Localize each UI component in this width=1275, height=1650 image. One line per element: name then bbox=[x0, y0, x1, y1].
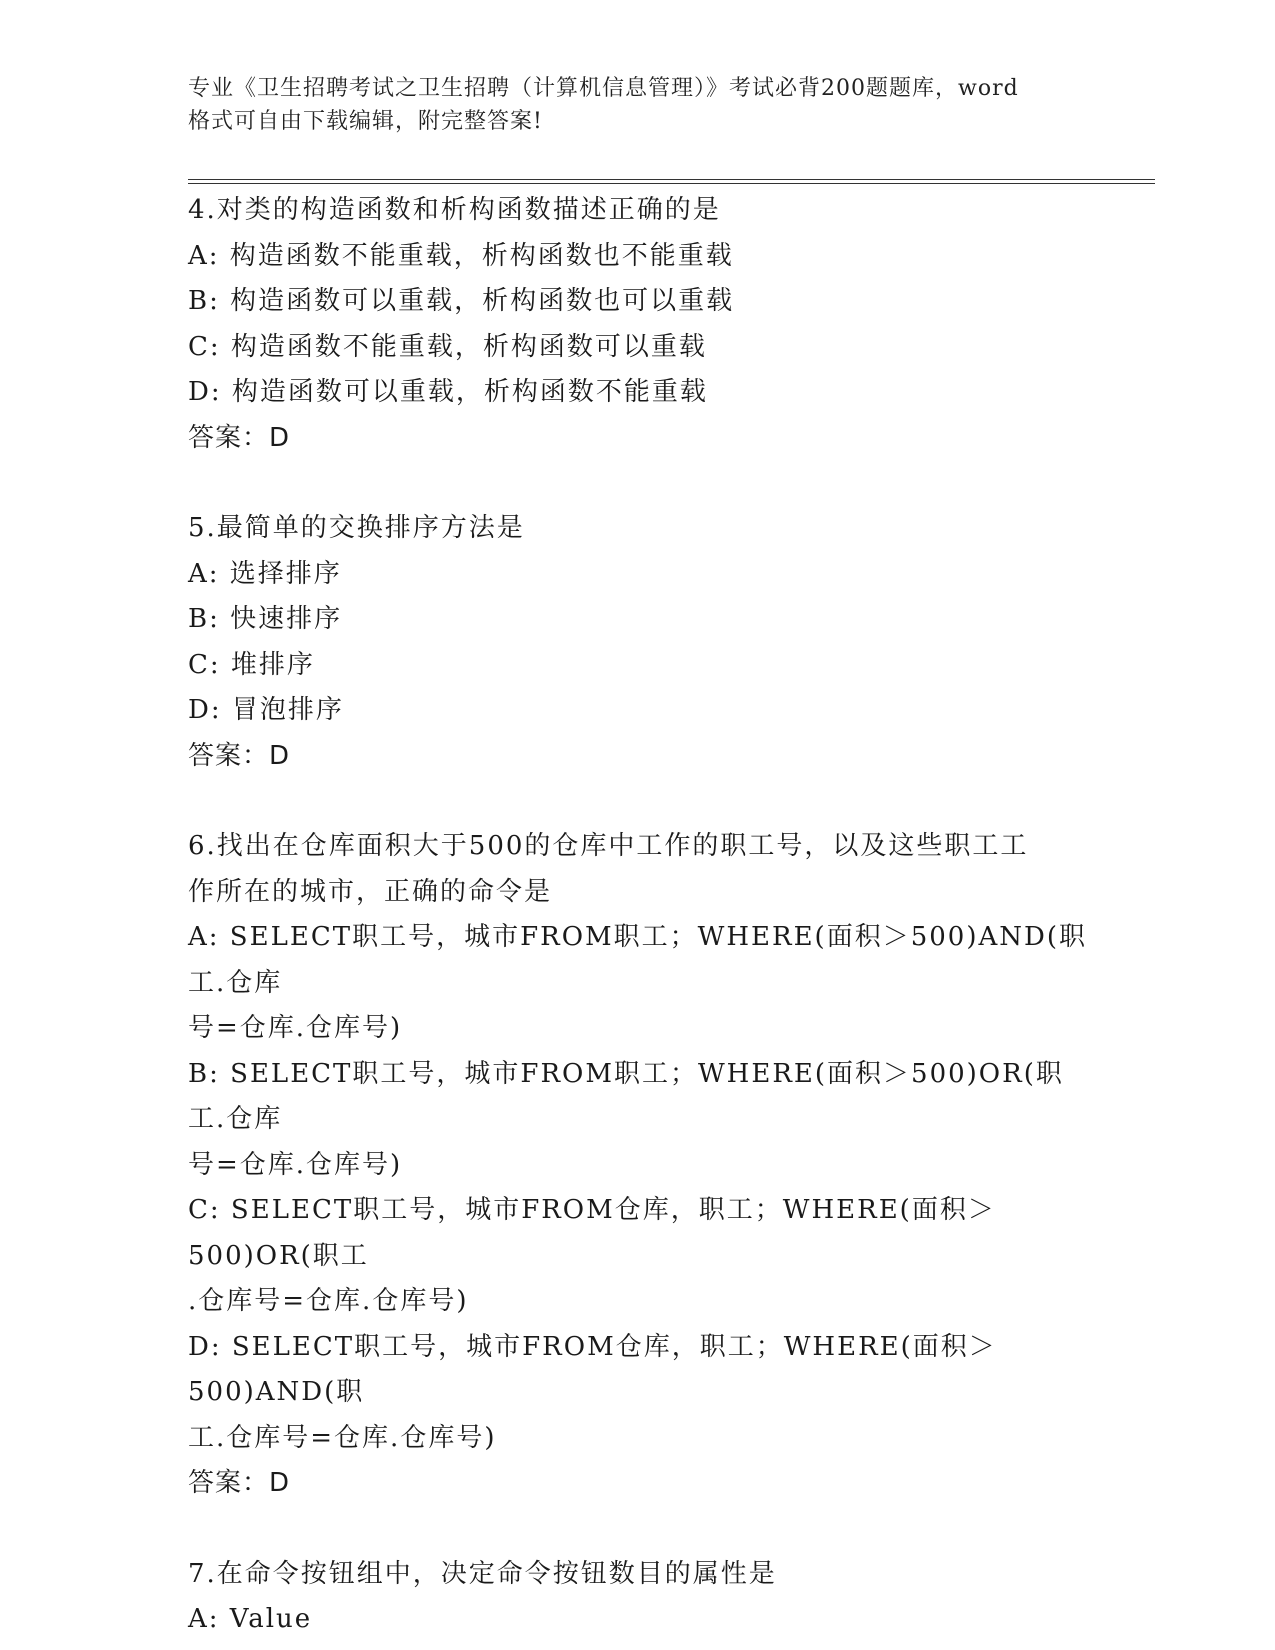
answer-line: 答案：D bbox=[188, 740, 291, 771]
question-stem: 5.最简单的交换排序方法是 bbox=[188, 513, 525, 543]
option-c: C: 构造函数不能重载，析构函数可以重载 bbox=[188, 331, 707, 362]
question-stem: 4.对类的构造函数和析构函数描述正确的是 bbox=[188, 195, 721, 225]
answer-line: 答案：D bbox=[188, 1468, 291, 1498]
option-d: D: 冒泡排序 bbox=[188, 695, 344, 725]
answer-line: 答案：D bbox=[188, 422, 291, 453]
question-4 bbox=[188, 188, 1088, 461]
question-gap bbox=[188, 1507, 1088, 1552]
question-stem-line-1: 6.找出在仓库面积大于500的仓库中工作的职工号，以及这些职工工 bbox=[188, 831, 1029, 861]
header-line-2: 格式可自由下载编辑，附完整答案! bbox=[188, 109, 543, 134]
header-line-1: 专业《卫生招聘考试之卫生招聘（计算机信息管理）》考试必背200题题库，word bbox=[188, 76, 1019, 101]
question-list bbox=[188, 188, 1088, 1643]
question-5 bbox=[188, 506, 1088, 779]
question-gap bbox=[188, 779, 1088, 824]
option-d-line-2: 工.仓库号=仓库.仓库号) bbox=[188, 1422, 497, 1453]
option-a: A: Value bbox=[188, 1604, 313, 1634]
option-c: C: 堆排序 bbox=[188, 649, 315, 680]
question-gap bbox=[188, 461, 1088, 506]
option-d: D: 构造函数可以重载，析构函数不能重载 bbox=[188, 377, 708, 407]
question-stem: 7.在命令按钮组中，决定命令按钮数目的属性是 bbox=[188, 1558, 777, 1589]
option-b-line-1: B: SELECT职工号，城市FROM职工；WHERE(面积＞500)OR(职工.仓库 bbox=[188, 1058, 1064, 1134]
option-c-line-2: .仓库号=仓库.仓库号) bbox=[188, 1286, 469, 1316]
option-a: A: 构造函数不能重载，析构函数也不能重载 bbox=[188, 240, 734, 271]
option-d-line-1: D: SELECT职工号，城市FROM仓库，职工；WHERE(面积＞500)AND(职 bbox=[188, 1331, 997, 1407]
option-b-line-2: 号=仓库.仓库号) bbox=[188, 1149, 403, 1180]
option-a-line-2: 号=仓库.仓库号) bbox=[188, 1013, 403, 1043]
option-b: B: 构造函数可以重载，析构函数也可以重载 bbox=[188, 286, 735, 316]
option-a-line-1: A: SELECT职工号，城市FROM职工；WHERE(面积＞500)AND(职工.仓库 bbox=[188, 922, 1087, 998]
option-c-line-1: C: SELECT职工号，城市FROM仓库，职工；WHERE(面积＞500)OR(职工 bbox=[188, 1195, 996, 1271]
question-6 bbox=[188, 824, 1088, 1507]
option-a: A: 选择排序 bbox=[188, 558, 342, 589]
question-stem-line-2: 作所在的城市，正确的命令是 bbox=[188, 876, 553, 907]
question-7 bbox=[188, 1552, 1088, 1643]
header-rule-bottom bbox=[188, 183, 1155, 184]
option-b: B: 快速排序 bbox=[188, 604, 343, 634]
document-header bbox=[188, 72, 1088, 138]
header-rule-top bbox=[188, 179, 1155, 180]
